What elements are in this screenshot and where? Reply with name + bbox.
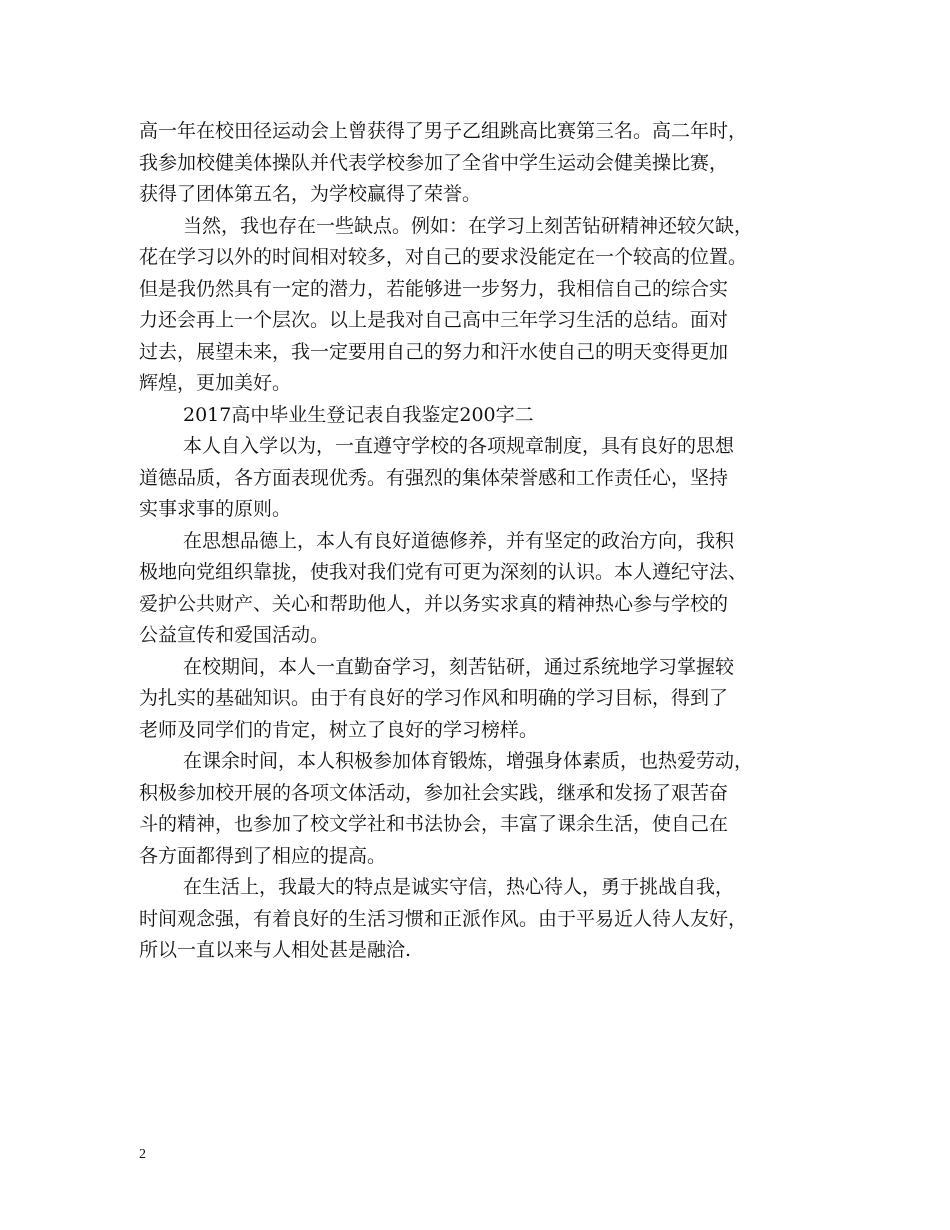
text-line-22: 积极参加校开展的各项文体活动，参加社会实践，继承和发扬了艰苦奋 bbox=[139, 781, 729, 804]
text-line-3: 获得了团体第五名，为学校赢得了荣誉。 bbox=[139, 183, 482, 205]
text-line-2: 我参加校健美体操队并代表学校参加了全省中学生运动会健美操比赛， bbox=[139, 151, 729, 174]
text-line-23: 斗的精神，也参加了校文学社和书法协会，丰富了课余生活，使自己在 bbox=[139, 813, 729, 835]
text-line-6: 但是我仍然具有一定的潜力，若能够进一步努力，我相信自己的综合实 bbox=[139, 277, 729, 300]
text-line-16: 爱护公共财产、关心和帮助他人，并以务实求真的精神热心参与学校的 bbox=[139, 592, 729, 615]
text-line-18: 在校期间，本人一直勤奋学习，刻苦钻研，通过系统地学习掌握较 bbox=[183, 655, 735, 678]
text-line-8: 过去，展望未来，我一定要用自己的努力和汗水使自己的明天变得更加 bbox=[139, 340, 729, 363]
text-line-4: 当然，我也存在一些缺点。例如：在学习上刻苦钻研精神还较欠缺， bbox=[183, 214, 754, 237]
text-line-24: 各方面都得到了相应的提高。 bbox=[139, 844, 387, 867]
text-line-17: 公益宣传和爱国活动。 bbox=[139, 624, 330, 646]
text-line-27: 所以一直以来与人相处甚是融洽. bbox=[139, 939, 412, 961]
text-line-20: 老师及同学们的肯定，树立了良好的学习榜样。 bbox=[139, 718, 539, 741]
page-number: 2 bbox=[139, 1147, 146, 1162]
text-line-19: 为扎实的基础知识。由于有良好的学习作风和明确的学习目标，得到了 bbox=[139, 687, 729, 709]
text-line-5: 花在学习以外的时间相对较多，对自己的要求没能定在一个较高的位置。 bbox=[139, 246, 748, 268]
text-line-11: 本人自入学以为，一直遵守学校的各项规章制度，具有良好的思想 bbox=[183, 435, 735, 457]
text-line-25: 在生活上，我最大的特点是诚实守信，热心待人，勇于挑战自我， bbox=[183, 876, 735, 898]
text-line-1: 高一年在校田径运动会上曾获得了男子乙组跳高比赛第三名。高二年时， bbox=[139, 120, 748, 142]
section-heading: 2017高中毕业生登记表自我鉴定200字二 bbox=[183, 403, 534, 426]
text-line-13: 实事求事的原则。 bbox=[139, 498, 292, 520]
text-line-14: 在思想品德上，本人有良好道德修养，并有坚定的政治方向，我积 bbox=[183, 529, 735, 552]
text-line-12: 道德品质，各方面表现优秀。有强烈的集体荣誉感和工作责任心，坚持 bbox=[139, 466, 729, 489]
text-line-7: 力还会再上一个层次。以上是我对自己高中三年学习生活的总结。面对 bbox=[139, 309, 729, 331]
text-line-26: 时间观念强，有着良好的生活习惯和正派作风。由于平易近人待人友好， bbox=[139, 907, 748, 930]
text-line-15: 极地向党组织靠拢，使我对我们党有可更为深刻的认识。本人遵纪守法、 bbox=[139, 561, 748, 583]
document-body bbox=[139, 116, 819, 967]
text-line-21: 在课余时间，本人积极参加体育锻炼，增强身体素质，也热爱劳动， bbox=[183, 750, 754, 772]
text-line-9: 辉煌，更加美好。 bbox=[139, 372, 292, 394]
